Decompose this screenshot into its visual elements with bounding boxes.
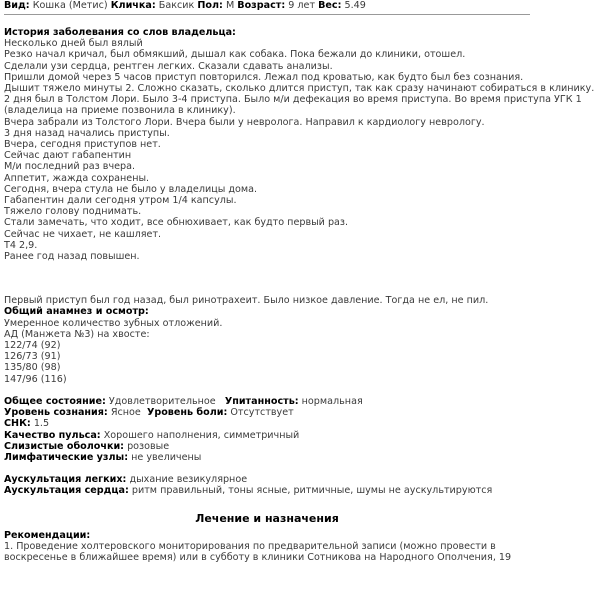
history-line: Сейчас не чихает, не кашляет. [4, 228, 162, 240]
history-line: Сейчас дают габапентин [4, 150, 132, 162]
sex-label: Пол: [197, 0, 223, 11]
header-divider [4, 14, 530, 15]
lungs-value: дыхание везикулярное [129, 474, 248, 486]
spacer [4, 262, 530, 295]
history-line: Тяжело голову поднимать. [4, 206, 142, 218]
mucosa-value: розовые [127, 440, 170, 452]
bp-reading: 147/96 (116) [4, 373, 67, 385]
general-state-value: Удовлетворительное [108, 395, 216, 407]
general-state-label: Общее состояние: [4, 395, 106, 407]
mucosa-row [4, 441, 530, 452]
history-line: Дышит тяжело минуты 2. Сложно сказать, сколько длится приступ, так как сразу начинают собираться в клинику. [4, 83, 594, 95]
history-line: Стали замечать, что ходит, все обнюхивает, как будто первый раз. [4, 217, 349, 229]
sex-value: М [225, 0, 235, 11]
history-line: 2 дня был в Толстом Лори. Было 3-4 приступа. Было м/и дефекация во время приступа. Во время приступа УГК 1 [4, 94, 582, 106]
anamnesis-line: Умеренное количество зубных отложений. [4, 317, 223, 329]
history-line: Сделали узи сердца, рентген легких. Сказали сдавать анализы. [4, 60, 333, 72]
name-label: Кличка: [110, 0, 156, 11]
history-line: Резко начал кричал, был обмякший, дышал как собака. Пока бежали до клиники, отошел. [4, 49, 466, 61]
lymph-label: Лимфатические узлы: [4, 451, 129, 463]
species-value: Кошка (Метис) [32, 0, 108, 11]
anamnesis-title: Общий анамнез и осмотр: [4, 306, 149, 318]
pulse-row [4, 430, 530, 441]
mucosa-label: Слизистые оболочки: [4, 440, 125, 452]
lungs-row [4, 474, 530, 485]
history-line: (владелица на приеме позвонила в клинику). [4, 105, 236, 117]
history-line: 3 дня назад начались приступы. [4, 127, 170, 139]
spacer [4, 385, 530, 396]
consciousness-value: Ясное [110, 407, 141, 419]
name-value: Баксик [158, 0, 195, 11]
history-extra-line: Первый приступ был год назад, был ринотрахеит. Было низкое давление. Тогда не ел, не пил. [4, 295, 489, 307]
spacer [4, 463, 530, 474]
weight-label: Вес: [318, 0, 342, 11]
heart-row [4, 485, 530, 496]
lymph-row [4, 452, 530, 463]
weight-value: 5.49 [344, 0, 366, 11]
species-label: Вид: [4, 0, 30, 11]
recommendations-title: Рекомендации: [4, 529, 91, 541]
history-line: Вчера забрали из Толстого Лори. Вчера были у невролога. Направил к кардиологу неврологу. [4, 116, 485, 128]
pulse-value: Хорошего наполнения, симметричный [103, 429, 300, 441]
bp-reading: 135/80 (98) [4, 362, 61, 374]
pain-value: Отсутствует [230, 407, 294, 419]
history-line: Сегодня, вчера стула не было у владелицы дома. [4, 183, 258, 195]
lungs-label: Аускультация легких: [4, 474, 127, 486]
patient-header [4, 0, 530, 12]
age-label: Возраст: [237, 0, 286, 11]
pain-label: Уровень боли: [146, 407, 228, 419]
pulse-label: Качество пульса: [4, 429, 101, 441]
nutrition-label: Упитанность: [224, 395, 299, 407]
history-line: Вчера, сегодня приступов нет. [4, 139, 161, 151]
history-line: Пришли домой через 5 часов приступ повторился. Лежал под кроватью, как будто был без сознания. [4, 71, 524, 83]
snk-value: 1.5 [33, 418, 50, 430]
general-status-row [4, 396, 530, 407]
history-line: Т4 2,9. [4, 239, 38, 251]
history-line: Несколько дней был вялый [4, 38, 143, 50]
heart-label: Аускультация сердца: [4, 485, 129, 497]
history-line: Аппетит, жажда сохранены. [4, 172, 150, 184]
consciousness-label: Уровень сознания: [4, 407, 108, 419]
treatment-title: Лечение и назначения [195, 511, 339, 525]
nutrition-value: нормальная [301, 395, 363, 407]
snk-row [4, 418, 530, 429]
anamnesis-line: АД (Манжета №3) на хвосте: [4, 328, 150, 340]
history-title: История заболевания со слов владельца: [4, 27, 236, 38]
snk-label: СНК: [4, 418, 31, 430]
recommendation-text: 1. Проведение холтеровского мониторирования по предварительной записи (можно провести в воскресенье в ближайшее время) или в субботу в клиники Сотникова на Народного Ополчения, 19 [4, 540, 512, 564]
lymph-value: не увеличены [131, 451, 202, 463]
bp-reading: 122/74 (92) [4, 340, 61, 352]
history-line: М/и последний раз вчера. [4, 161, 136, 173]
history-line: Габапентин дали сегодня утром 1/4 капсулы. [4, 195, 237, 207]
medical-record [4, 0, 594, 564]
history-line: Ранее год назад повышен. [4, 251, 140, 263]
consciousness-row [4, 407, 530, 418]
age-value: 9 лет [288, 0, 316, 11]
bp-reading: 126/73 (91) [4, 351, 61, 363]
heart-value: ритм правильный, тоны ясные, ритмичные, шумы не аускультируются [131, 485, 493, 497]
